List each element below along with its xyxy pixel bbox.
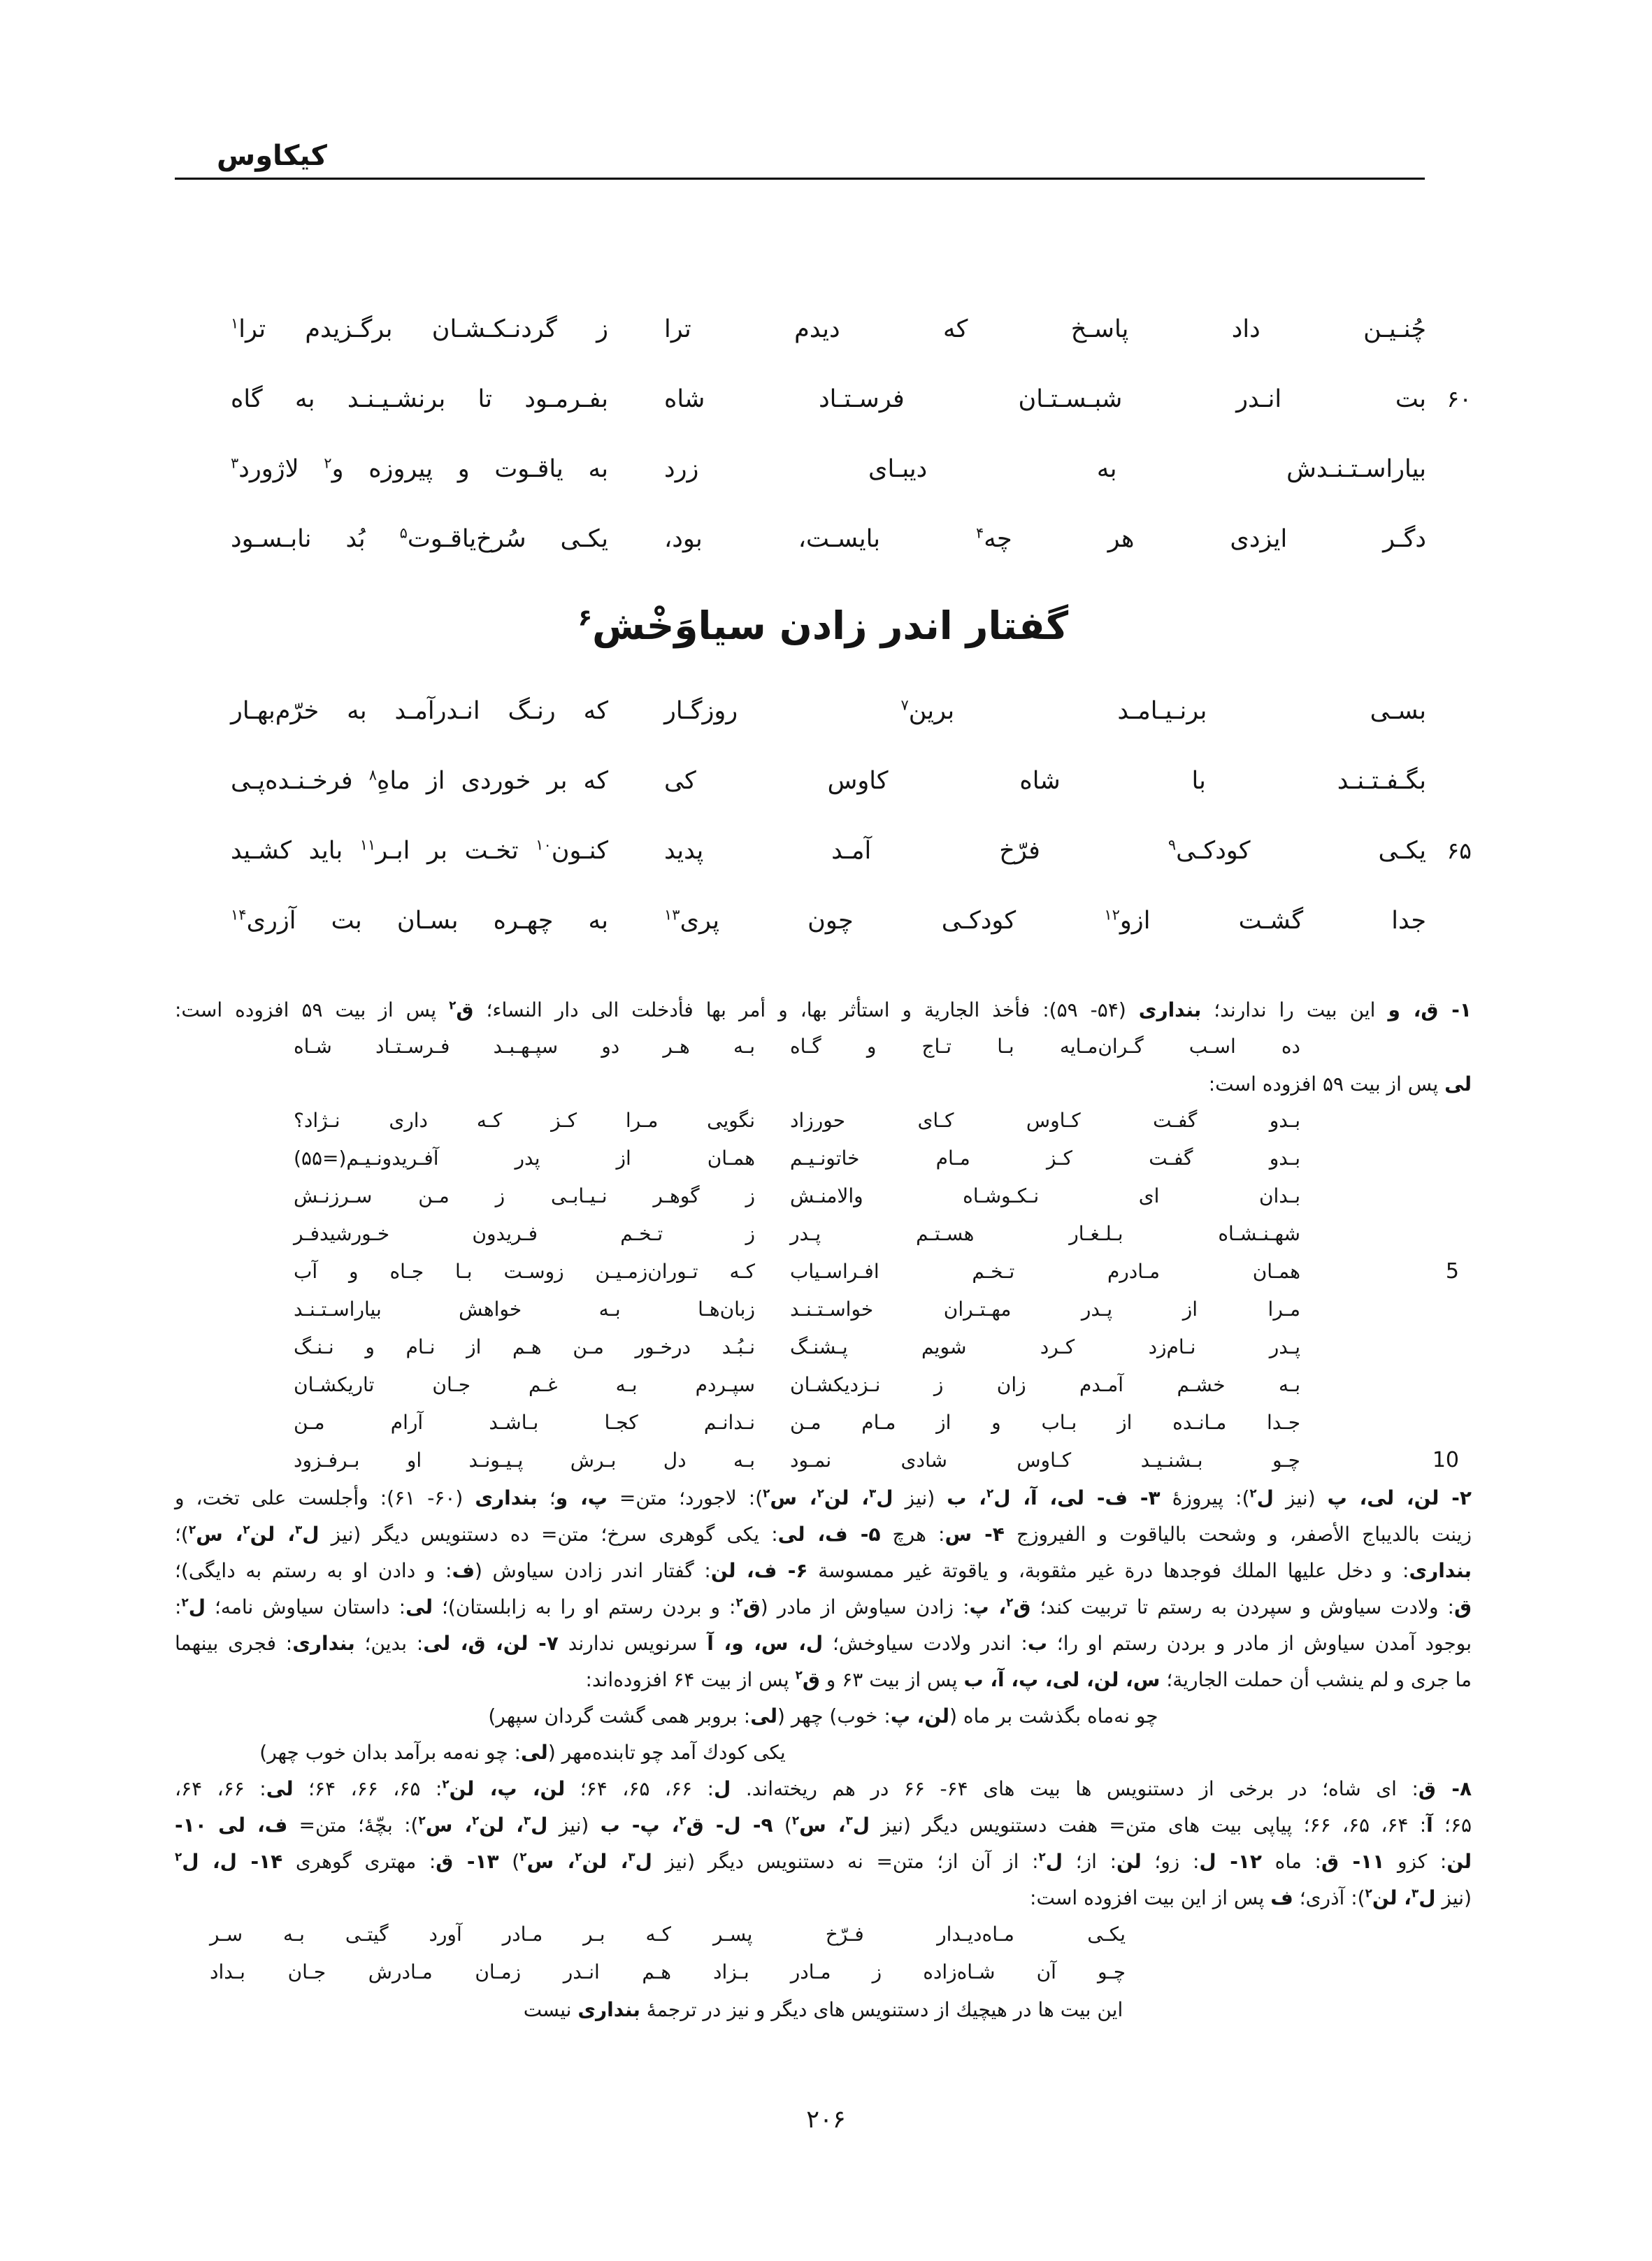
- hemistich-left: به یاقـوت و پیروزه و$^۲$ لاژورد$^۳$: [231, 454, 608, 483]
- quoted-hemistich-left: ز تـخـم فـریدون خـورشیدفـر: [294, 1222, 755, 1245]
- quoted-hemistich-right: چـو بـشنـیـد کـاوس شادی نمـود: [790, 1449, 1300, 1472]
- apparatus-block: [175, 1844, 1472, 1880]
- verse-number: ۶۰: [1446, 385, 1472, 412]
- apparatus-block: [175, 1140, 1472, 1178]
- apparatus-block: [175, 1589, 1472, 1625]
- quoted-hemistich-right: پـدر نـام‌زد کـرد شویم پـشنـگ: [790, 1335, 1300, 1358]
- apparatus-block: [175, 1405, 1472, 1442]
- apparatus-text: ۲- لن، لی، پ (نیز ل$^۲$): پیروزۀ ۳- ف- لی، آ، ل$^۲$، ب (نیز ل$^۳$، لن$^۲$، س$^۲$): لاجورد؛ متن= پ، و؛ بنداری (۶۰- ۶۱): وأجلست علی تخت، و: [175, 1486, 1472, 1509]
- verse-group-2: [175, 679, 1472, 959]
- apparatus-text: لن: کزو ۱۱- ق: ماه ۱۲- ل: زو؛ لن: از؛ ل$^۲$: از آن از؛ متن= نه دستنویس دیگر (نیز ل$^۳$، لن$^۲$، س$^۲$) ۱۳- ق: مهتری گوهری ۱۴- ل، ل$^۲$: [175, 1849, 1472, 1873]
- apparatus-block: [175, 1625, 1472, 1662]
- quoted-hemistich-right: شهـنـشـاه بـلـغـار هسـتـم پـدر: [790, 1222, 1300, 1245]
- quoted-hemistich-left: بـه دل بـرش پـیـونـد او بـرفـزود: [294, 1449, 755, 1472]
- apparatus-text: ۶۵؛ آ: ۶۴، ۶۵، ۶۶؛ پیاپی بیت های متن= هفت دستنویس دیگر (نیز ل$^۳$، س$^۲$) ۹- ل- ق$^۲$، پ- ب (نیز ل$^۳$، لن$^۲$، س$^۲$): بچّۀ؛ متن= ف، لی ۱۰-: [175, 1813, 1472, 1837]
- apparatus-block: [175, 1771, 1472, 1807]
- hemistich-right: بسـی برنـیـامـد برین$^۷$ روزگـار: [664, 696, 1426, 725]
- hemistich-left: که رنـگ انـدرآمـد به خرّم‌بهـار: [231, 697, 608, 725]
- hemistich-right: بگـفـتـنـد با شاه کاوس کی: [664, 767, 1426, 795]
- quoted-hemistich-left: هـم انـدر زمـان مـادرش جـان بـداد: [210, 1960, 671, 1983]
- quoted-hemistich-left: ز گوهـر نـیـابـی ز مـن سـرزنـش: [294, 1184, 755, 1207]
- quoted-hemistich-right: جـدا مـانـده از بـاب و از مـام مـن: [790, 1411, 1300, 1434]
- apparatus-block: [175, 1103, 1472, 1140]
- apparatus-block: [175, 1367, 1472, 1405]
- apparatus-block: [175, 1178, 1472, 1216]
- quoted-hemistich-right: بـدو گفـت کـز مـام خاتونـیـم: [790, 1147, 1300, 1170]
- hemistich-left: یکـی سُرخ‌یاقـوت$^۵$ بُد نابـسـود: [231, 524, 608, 553]
- quoted-hemistich-left: زبان‌هـا بـه خواهش بیاراسـتـنـد: [294, 1298, 755, 1321]
- apparatus-text: ما جری و لم ینشب أن حملت الجاریة؛ س، لن، لی، پ، آ، ب پس از بیت ۶۳ و ق$^۲$ پس از بیت ۶۴ افزوده‌اند:: [585, 1667, 1472, 1691]
- quoted-verse-number: 5: [1445, 1259, 1459, 1284]
- quoted-hemistich-left: همـان از پدر آفـریدونـیـم(=۵۵): [294, 1147, 755, 1170]
- quoted-verse-number: 10: [1432, 1448, 1459, 1472]
- quoted-hemistich-right: یکـی مـاه‌دیـدار فـرّخ پسـر: [713, 1923, 1126, 1946]
- apparatus-block: [175, 1480, 1472, 1516]
- apparatus-text: زینت بالدیباج الأصفر، و وشحت بالیاقوت و الفیروزج ۴- س: هرچ ۵- ف، لی: یکی گوهری سرخ؛ متن= ده دستنویس دیگر (نیز ل$^۳$، لن$^۲$، س$^۲$)؛: [175, 1522, 1472, 1546]
- apparatus-block: [175, 1516, 1472, 1553]
- apparatus-text: یکی کودك آمد چو تابنده‌مهر (لی: چو نه‌مه برآمد بدان خوب چهر): [259, 1741, 786, 1764]
- apparatus-text: این بیت ها در هیچیك از دستنویس های دیگر و نیز در ترجمۀ بنداری نیست: [523, 1998, 1123, 2021]
- apparatus-text: (نیز ل$^۳$، لن$^۲$): آذری؛ ف پس از این بیت افزوده است:: [1030, 1886, 1472, 1909]
- apparatus-block: [175, 1662, 1472, 1698]
- quoted-hemistich-left: کـه تـوران‌زمـیـن زوسـت بـا جـاه و آب: [294, 1260, 755, 1283]
- apparatus-block: [175, 1066, 1472, 1103]
- apparatus-text: بوجود آمدن سیاوش از مادر و بردن رستم او را؛ ب: اندر ولادت سیاوخش؛ ل، س، و، آ سرنویس ندارند ۷- لن، ق، لی: بدین؛ بنداری: فجری بینهما: [175, 1632, 1472, 1655]
- apparatus-block: [175, 1954, 1472, 1992]
- quoted-hemistich-left: کـه بـر مـادر آورد گیتـی بـه سـر: [210, 1923, 671, 1946]
- hemistich-left: کنـون$^{۱۰}$ تخـت بر ابـر$^{۱۱}$ باید کشـید: [231, 836, 608, 865]
- quoted-hemistich-right: مـرا از پـدر مهـتـران خواسـتـنـد: [790, 1298, 1300, 1321]
- verse-couplet: [175, 819, 1472, 889]
- quoted-hemistich-right: بـه خشـم آمـدم زان ز نـزدیکشـان: [790, 1373, 1300, 1396]
- apparatus-block: [175, 1329, 1472, 1367]
- quoted-hemistich-right: بـدان ای نـکـوشـاه والامنـش: [790, 1184, 1300, 1207]
- apparatus-text: ۸- ق: ای شاه؛ در برخی از دستنویس ها بیت های ۶۴- ۶۶ در هم ریخته‌اند. ل: ۶۶، ۶۵، ۶۴؛ لن، پ، لن$^۲$: ۶۵، ۶۶، ۶۴؛ لی: ۶۶، ۶۴،: [175, 1776, 1472, 1800]
- apparatus-block: [175, 1254, 1472, 1291]
- verse-couplet: [175, 507, 1472, 577]
- apparatus-block: [175, 1916, 1472, 1954]
- quoted-hemistich-right: ده اسـب گـران‌مـایه بـا تـاج و گـاه: [790, 1035, 1300, 1058]
- apparatus-text: بنداری: و دخل علیها الملك فوجدها درة غیر مثقوبة، و یاقوتة غیر ممسوسة ۶- ف، لن: گفتار اندر زادن سیاوش (ف: و دادن او به رستم به دایگی)؛: [175, 1559, 1472, 1582]
- apparatus-block: [175, 1442, 1472, 1480]
- hemistich-right: دگـر ایزدی هر چه$^۴$ بایسـت، بود،: [664, 524, 1426, 553]
- quoted-hemistich-left: نـبُـد درخـور مـن هـم از نـام و نـنـگ: [294, 1335, 755, 1358]
- apparatus-text: ق: ولادت سیاوش و سپردن به رستم تا تربیت کند؛ ق$^۲$، پ: زادن سیاوش از مادر (ق$^۲$: و بردن رستم او را به زابلستان)؛ لی: داستان سیاوش نامه؛ ل$^۲$:: [175, 1595, 1472, 1618]
- quoted-hemistich-right: بـدو گفـت کـاوس کـای حورزاد: [790, 1109, 1300, 1132]
- header-rule: [175, 178, 1425, 180]
- quoted-hemistich-left: سپـردم بـه غـم جـان تاریکشـان: [294, 1373, 755, 1396]
- apparatus-text: لی پس از بیت ۵۹ افزوده است:: [1208, 1072, 1472, 1096]
- page-number: ۲۰۶: [806, 2106, 846, 2134]
- quoted-hemistich-left: نگویی مـرا کـز کـه داری نـژاد؟: [294, 1109, 755, 1132]
- running-header: کیکاوس: [217, 140, 327, 172]
- critical-apparatus: [175, 992, 1472, 2028]
- quoted-hemistich-right: چـو آن شـاه‌زاده ز مـادر بـزاد: [713, 1960, 1126, 1983]
- verse-group-1: [175, 297, 1472, 577]
- quoted-hemistich-left: بـه هـر دو سپـهـبـد فـرسـتـاد شـاه: [294, 1035, 755, 1058]
- hemistich-right: چُنـیـن داد پاسـخ که دیدم ترا: [664, 315, 1426, 343]
- verse-couplet: [175, 297, 1472, 367]
- quoted-hemistich-left: نـدانـم کجـا بـاشـد آرام مـن: [294, 1411, 755, 1434]
- hemistich-left: بفـرمـود تا برنشـیـنـد به گاه: [231, 385, 608, 413]
- apparatus-block: [175, 1028, 1472, 1066]
- hemistich-left: به چهـره بسـان بت آزری$^{۱۴}$: [231, 906, 608, 935]
- verse-couplet: [175, 749, 1472, 819]
- verse-couplet: [175, 437, 1472, 507]
- verse-couplet: [175, 367, 1472, 437]
- apparatus-block: [175, 1992, 1472, 2028]
- text-block: [175, 0, 1472, 2028]
- hemistich-right: بت انـدر شبـسـتـان فرسـتـاد شاه: [664, 385, 1426, 413]
- verse-couplet: [175, 679, 1472, 749]
- hemistich-right: جدا گشـت ازو$^{۱۲}$ کودکـی چون پری$^{۱۳}$: [664, 906, 1426, 935]
- verse-couplet: [175, 889, 1472, 959]
- apparatus-text: چو نه‌ماه بگذشت بر ماه (لن، پ: خوب) چهر (لی: بروبر همی گشت گردان سپهر): [488, 1704, 1158, 1728]
- hemistich-right: یکـی کودکـی$^۹$ فرّخ آمـد پدید: [664, 836, 1426, 865]
- hemistich-right: بیاراسـتـنـدش به دیبـای زرد: [664, 455, 1426, 483]
- apparatus-text: ۱- ق، و این بیت را ندارند؛ بنداری (۵۴- ۵۹): فأخذ الجاریة و استأثر بها، و أمر بها فأدخلت الی دار النساء؛ ق$^۲$ پس از بیت ۵۹ افزوده است:: [175, 998, 1472, 1021]
- apparatus-block: [175, 1553, 1472, 1589]
- section-heading: گفتار اندر زادن سیاوَخْش$^۶$: [577, 603, 1069, 648]
- hemistich-left: ز گردنـکـشـان برگـزیدم ترا$^۱$: [231, 315, 608, 343]
- apparatus-block: [175, 992, 1472, 1028]
- apparatus-block: [175, 1807, 1472, 1844]
- apparatus-block: [175, 1216, 1472, 1254]
- apparatus-block: [175, 1291, 1472, 1329]
- apparatus-block: [175, 1880, 1472, 1916]
- hemistich-left: که بر خوردی از ماهِ$^۸$ فرخـنـده‌پـی: [231, 766, 608, 795]
- quoted-hemistich-right: همـان مـادرم تـخـم افـراسـیاب: [790, 1260, 1300, 1283]
- apparatus-block: [175, 1698, 1472, 1735]
- apparatus-block: [0, 1735, 1171, 1771]
- verse-number: ۶۵: [1446, 837, 1472, 864]
